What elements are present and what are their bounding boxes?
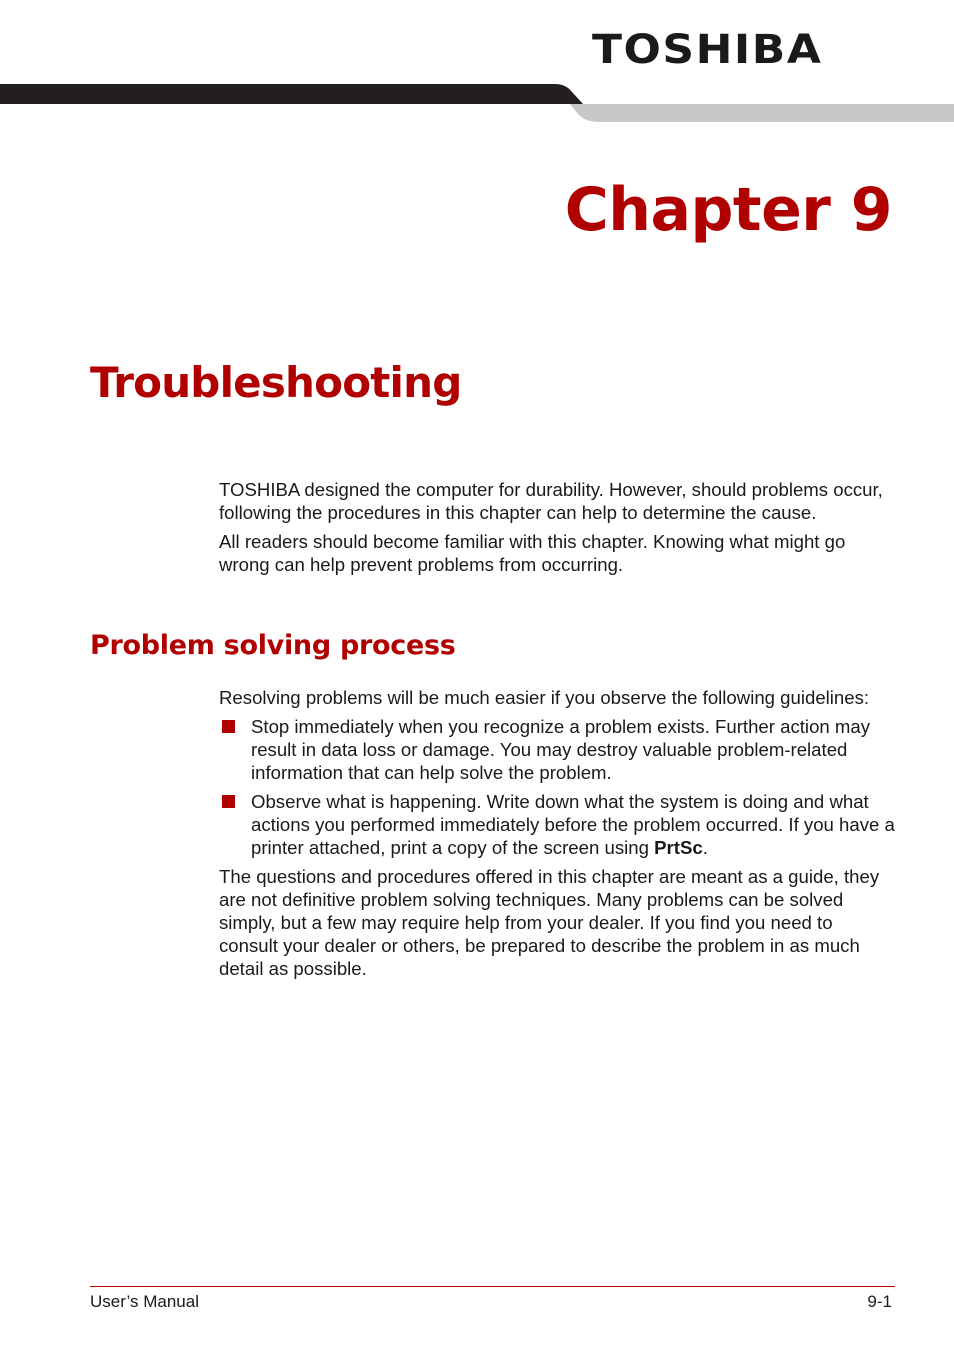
intro-paragraph: All readers should become familiar with this chapter. Knowing what might go wrong can help prevent problems from occurring.	[219, 531, 846, 575]
guideline-text: Observe what is happening. Write down what the system is doing and what actions you performed immediately before the problem occurred. If you have a printer attached, print a copy of the screen using	[251, 791, 895, 858]
intro-block	[219, 478, 895, 582]
intro-paragraph: TOSHIBA designed the computer for durability. However, should problems occur, following the procedures in this chapter can help to determine the cause.	[219, 479, 883, 523]
guideline-text: Stop immediately when you recognize a problem exists. Further action may result in data loss or damage. You may destroy valuable problem-related information that can help solve the problem.	[251, 716, 871, 783]
process-closing: The questions and procedures offered in this chapter are meant as a guide, they are not definitive problem solving techniques. Many problems can be solved simply, but a few may require help from your dealer. If you find you need to consult your dealer or others, be prepared to describe the problem in as much detail as possible.	[219, 866, 880, 979]
chapter-title: Chapter 9	[564, 175, 892, 245]
guideline-text-end: .	[702, 837, 708, 858]
guideline-item	[219, 715, 895, 784]
subsection-title: Problem solving process	[90, 630, 456, 661]
header-band-dark	[0, 84, 583, 104]
section-title: Troubleshooting	[90, 358, 462, 407]
key-name: PrtSc	[654, 837, 703, 858]
process-lead: Resolving problems will be much easier if you observe the following guidelines:	[219, 687, 870, 708]
square-bullet-icon	[222, 795, 235, 808]
guideline-item	[219, 790, 895, 859]
toshiba-logo: TOSHIBA	[592, 26, 823, 74]
header-band	[0, 84, 954, 124]
process-block	[219, 686, 895, 986]
footer-manual-title: User’s Manual	[90, 1292, 199, 1311]
footer-page-number: 9-1	[867, 1292, 892, 1311]
guideline-list	[219, 715, 895, 859]
square-bullet-icon	[222, 720, 235, 733]
footer-rule	[90, 1286, 895, 1287]
header-band-light	[570, 104, 954, 122]
